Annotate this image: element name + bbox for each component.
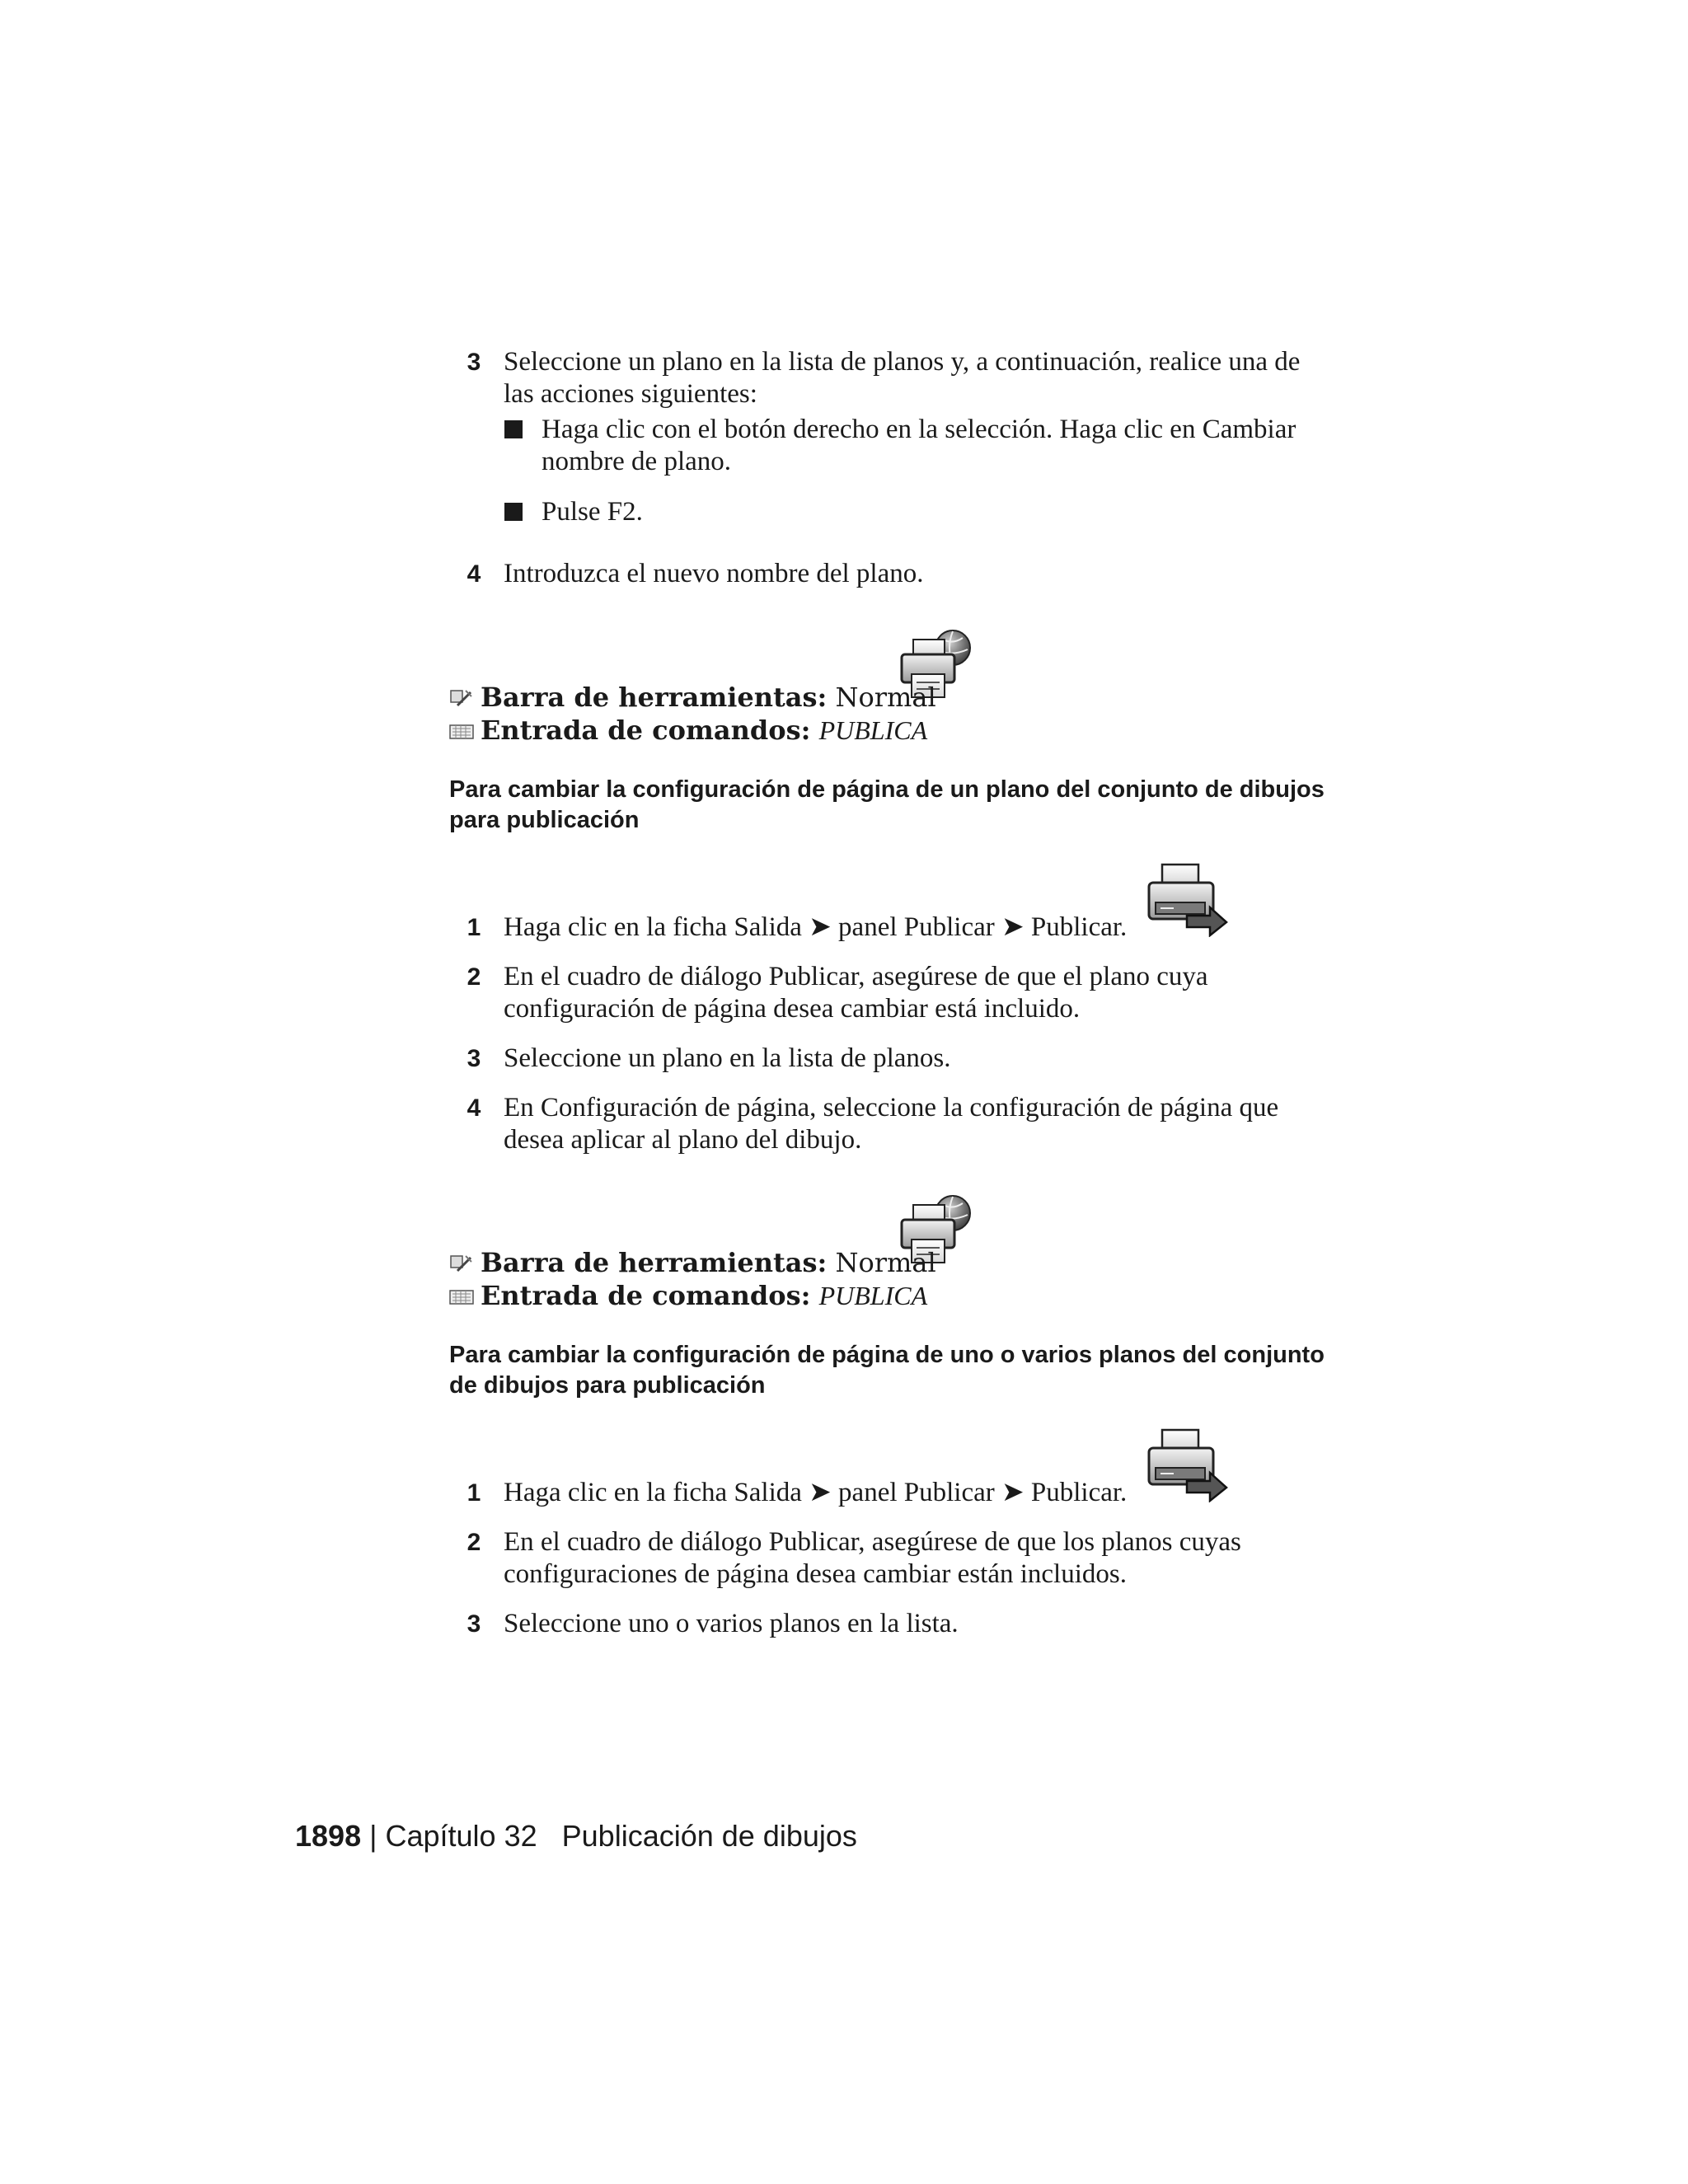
chapter-label: Capítulo 32 xyxy=(385,1819,537,1853)
step-text: Haga clic en la ficha Salida ➤ panel Publicar ➤ Publicar. xyxy=(504,912,1128,942)
step-number: 4 xyxy=(467,1094,481,1122)
keyboard-icon xyxy=(449,1282,474,1303)
command-label: Entrada de comandos: xyxy=(481,715,811,746)
toolbar-label: Barra de herramientas: xyxy=(481,682,828,713)
step-text: Haga clic en la ficha Salida ➤ panel Publicar ➤ Publicar. xyxy=(504,1478,1128,1507)
step-text: En el cuadro de diálogo Publicar, asegúrese de que los planos cuyas configuraciones de página desea cambiar están incluidos. xyxy=(504,1527,1241,1589)
step-text: En el cuadro de diálogo Publicar, asegúrese de que el plano cuya configuración de página desea cambiar está incluido. xyxy=(504,962,1208,1024)
step-number: 4 xyxy=(467,560,481,588)
toolbar-value: Normal xyxy=(835,1247,936,1278)
step-text: Seleccione un plano en la lista de planos. xyxy=(504,1043,951,1073)
command-value: PUBLICA xyxy=(818,715,928,745)
step-number: 3 xyxy=(467,1610,481,1638)
toolbar-access-row xyxy=(449,1246,936,1279)
footer-separator: | xyxy=(369,1819,377,1853)
step-number: 1 xyxy=(467,914,481,941)
chapter-title: Publicación de dibujos xyxy=(561,1819,857,1853)
command-access-row xyxy=(449,714,927,747)
step-number: 3 xyxy=(467,349,481,376)
step-text: Seleccione uno o varios planos en la lista. xyxy=(504,1609,959,1638)
toolbar-icon xyxy=(449,683,474,705)
toolbar-value: Normal xyxy=(835,682,936,713)
command-value: PUBLICA xyxy=(818,1281,928,1310)
toolbar-access-row xyxy=(449,681,936,714)
page-footer xyxy=(295,1818,857,1854)
step-text: Introduzca el nuevo nombre del plano. xyxy=(504,559,924,588)
procedure-heading: Para cambiar la configuración de página de un plano del conjunto de dibujos para publicación xyxy=(449,776,1325,833)
command-label: Entrada de comandos: xyxy=(481,1280,811,1311)
bullet-text: Haga clic con el botón derecho en la selección. Haga clic en Cambiar nombre de plano. xyxy=(542,415,1296,476)
bullet-marker xyxy=(504,503,523,521)
step-number: 2 xyxy=(467,1529,481,1556)
keyboard-icon xyxy=(449,716,474,738)
step-number: 3 xyxy=(467,1045,481,1072)
command-access-row xyxy=(449,1279,927,1312)
step-text: En Configuración de página, seleccione la configuración de página que desea aplicar al plano del dibujo. xyxy=(504,1093,1279,1155)
procedure-heading: Para cambiar la configuración de página de uno o varios planos del conjunto de dibujos para publicación xyxy=(449,1342,1325,1399)
toolbar-icon xyxy=(449,1249,474,1270)
step-number: 1 xyxy=(467,1479,481,1507)
step-number: 2 xyxy=(467,963,481,991)
step-text: Seleccione un plano en la lista de planos y, a continuación, realice una de las acciones siguientes: xyxy=(504,347,1301,409)
bullet-text: Pulse F2. xyxy=(542,497,643,527)
bullet-marker xyxy=(504,420,523,438)
page-number: 1898 xyxy=(295,1819,362,1853)
toolbar-label: Barra de herramientas: xyxy=(481,1247,828,1278)
